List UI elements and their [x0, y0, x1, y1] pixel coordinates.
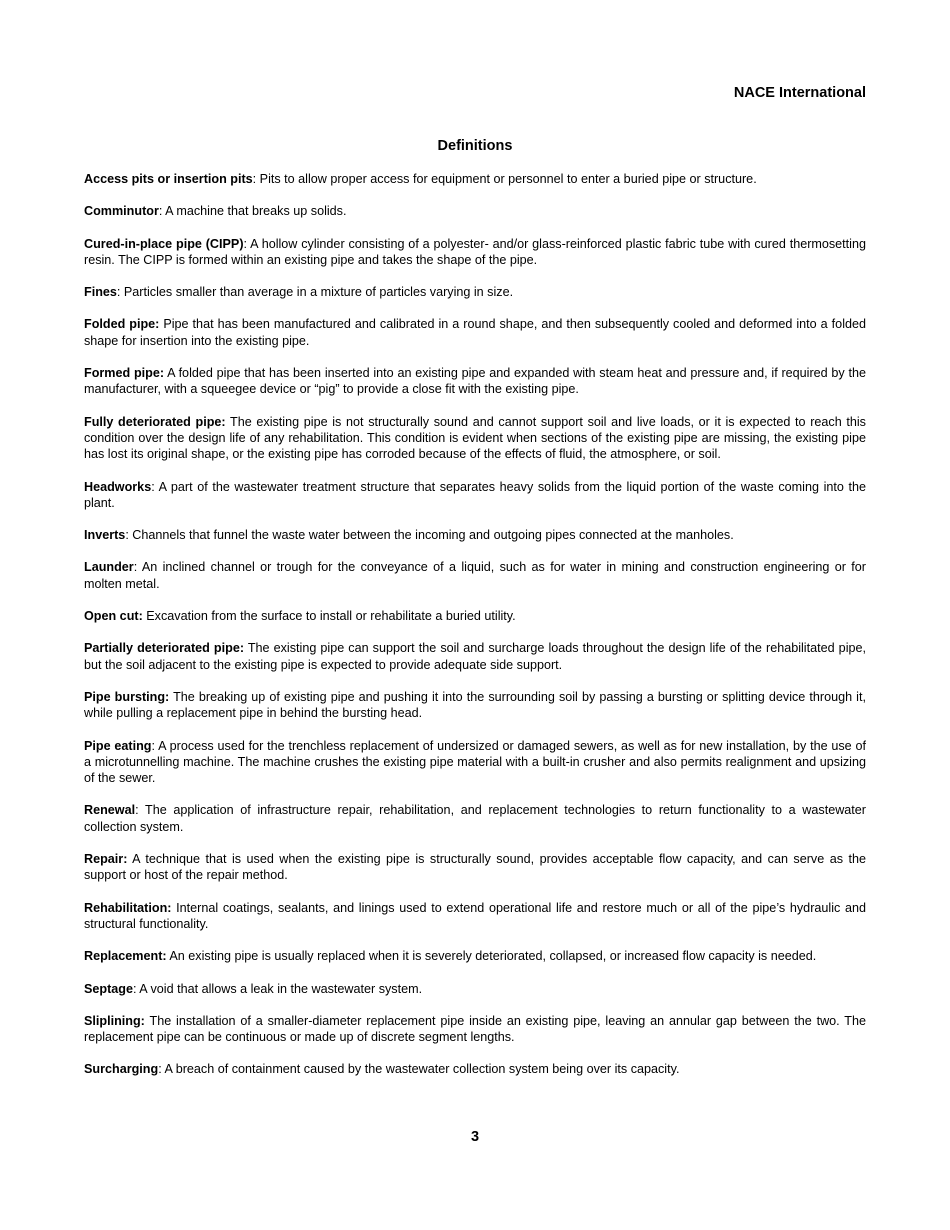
definition-text: The application of infrastructure repair, rehabilitation, and replacement technologies to return functionality to a wastewater collection system. [84, 803, 866, 834]
definition-text: A machine that breaks up solids. [162, 204, 347, 219]
definition-separator: : [135, 803, 139, 818]
definition-rehabilitation [84, 900, 866, 933]
page-number: 3 [470, 1129, 480, 1145]
definition-text: Channels that funnel the waste water between the incoming and outgoing pipes connected at the manholes. [128, 528, 734, 543]
definition-septage [84, 981, 866, 997]
definition-inverts [84, 527, 866, 543]
definition-fully-deteriorated-pipe [84, 414, 866, 463]
definition-open-cut [84, 608, 866, 624]
definition-term: Folded pipe: [84, 317, 160, 332]
definition-separator: : [133, 981, 137, 996]
definition-term: Headworks [84, 479, 152, 494]
definition-separator: : [158, 1062, 162, 1077]
definition-text: A process used for the trenchless replacement of undersized or damaged sewers, as well as for new installation, by the use of a microtunnelling machine. The machine crushes the existing pipe material with a built-in crusher and also permits realignment and upsizing of the sewer. [84, 738, 866, 786]
document-page [84, 0, 866, 1230]
definition-text: An inclined channel or trough for the conveyance of a liquid, such as for water in mining and construction engineering or for molten metal. [84, 560, 866, 591]
definition-separator: : [116, 285, 121, 300]
definition-text: A part of the wastewater treatment structure that separates heavy solids from the liquid portion of the waste coming into the plant. [84, 479, 866, 510]
definition-text: An existing pipe is usually replaced when it is severely deteriorated, collapsed, or increased flow capacity is needed. [166, 949, 817, 964]
definition-term: Formed pipe: [84, 366, 165, 381]
definition-term: Fully deteriorated pipe: [84, 414, 226, 429]
definition-text: The existing pipe can support the soil and surcharge loads throughout the design life of the rehabilitated pipe, but the soil adjacent to the existing pipe is expected to provide adequate side support. [84, 641, 866, 672]
definition-folded-pipe [84, 316, 866, 349]
page-title: Definitions [437, 138, 513, 154]
definition-text: A void that allows a leak in the wastewater system. [136, 981, 423, 996]
definition-term: Partially deteriorated pipe: [84, 641, 245, 656]
definition-term: Fines [84, 285, 117, 300]
definition-text: A hollow cylinder consisting of a polyester- and/or glass-reinforced plastic fabric tube with cured thermosetting resin. The CIPP is formed within an existing pipe and takes the shape of the pipe. [84, 236, 866, 267]
definition-renewal [84, 802, 866, 835]
definition-term: Septage [84, 981, 133, 996]
definition-headworks [84, 479, 866, 512]
definition-term: Renewal [84, 803, 136, 818]
definition-separator: : [243, 236, 248, 251]
definitions-list [84, 171, 866, 1094]
definition-separator: : [158, 204, 163, 219]
definition-text: The existing pipe is not structurally sound and cannot support soil and live loads, or it is expected to reach this condition over the design life of any rehabilitation. This condition is evident when sections of the existing pipe are missing, the existing pipe has lost its original shape, or the existing pipe has corroded because of the effects of fluid, the atmosphere, or soil. [84, 414, 866, 462]
definition-surcharging [84, 1061, 866, 1077]
definition-text: Pits to allow proper access for equipment or personnel to enter a buried pipe or structure. [256, 172, 757, 186]
definition-text: A breach of containment caused by the wastewater collection system being over its capacity. [161, 1062, 680, 1077]
definition-pipe-eating [84, 738, 866, 787]
definition-launder [84, 559, 866, 592]
header-organization: NACE International [733, 85, 866, 101]
definition-sliplining [84, 1013, 866, 1046]
definition-term: Access pits or insertion pits [84, 172, 253, 186]
definition-term: Repair: [84, 852, 128, 867]
definition-term: Sliplining: [84, 1013, 145, 1028]
definition-text: The breaking up of existing pipe and pushing it into the surrounding soil by passing a bursting or splitting device through it, while pulling a replacement pipe in behind the bursting head. [84, 689, 866, 721]
definition-access-pits [84, 171, 866, 187]
definition-separator: : [151, 738, 155, 753]
definition-separator: : [125, 528, 129, 543]
definition-term: Cured-in-place pipe (CIPP) [84, 236, 244, 251]
definition-repair [84, 851, 866, 884]
definition-term: Surcharging [84, 1062, 159, 1077]
definition-term: Rehabilitation: [84, 900, 172, 915]
definition-partially-deteriorated-pipe [84, 640, 866, 673]
definition-pipe-bursting [84, 689, 866, 722]
definition-term: Open cut: [84, 609, 143, 624]
definition-separator: : [151, 479, 155, 494]
definition-term: Replacement: [84, 949, 167, 964]
definition-text: A technique that is used when the existing pipe is structurally sound, provides acceptable flow capacity, and can serve as the support or host of the repair method. [84, 852, 866, 883]
definition-term: Inverts [84, 528, 126, 543]
definition-text: A folded pipe that has been inserted into an existing pipe and expanded with steam heat and pressure and, if required by the manufacturer, with a squeegee device or “pig” to provide a close fit with the existing pipe. [84, 366, 866, 397]
definition-term: Pipe bursting: [84, 689, 170, 704]
definition-term: Pipe eating [84, 738, 152, 753]
definition-text: Particles smaller than average in a mixture of particles varying in size. [120, 285, 514, 300]
definition-text: The installation of a smaller-diameter replacement pipe inside an existing pipe, leaving an annular gap between the two. The replacement pipe can be continuous or made up of discrete segment lengths. [84, 1013, 866, 1045]
definition-term: Comminutor [84, 204, 159, 219]
definition-fines [84, 284, 866, 300]
definition-formed-pipe [84, 365, 866, 398]
definition-cipp [84, 236, 866, 269]
definition-text: Internal coatings, sealants, and linings used to extend operational life and restore much or all of the pipe’s hydraulic and structural functionality. [84, 900, 866, 931]
definition-text: Pipe that has been manufactured and calibrated in a round shape, and then subsequently cooled and deformed into a folded shape for insertion into the existing pipe. [84, 317, 866, 348]
definition-separator: : [252, 172, 257, 186]
definition-replacement [84, 948, 866, 964]
definition-term: Launder [84, 560, 134, 575]
definition-text: Excavation from the surface to install or rehabilitate a buried utility. [142, 609, 516, 624]
definition-separator: : [133, 560, 138, 575]
definition-comminutor [84, 203, 866, 219]
